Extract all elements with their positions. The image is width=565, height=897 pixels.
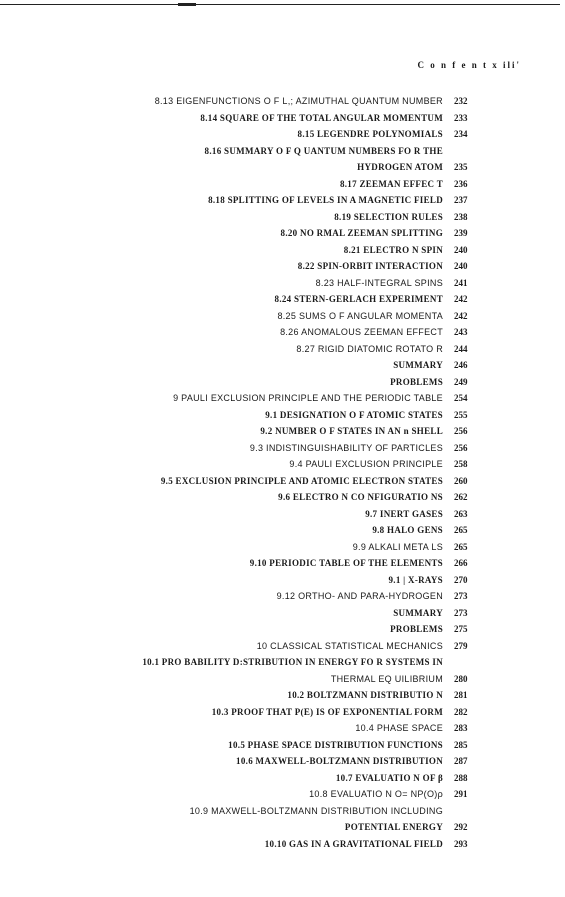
toc-row: [0, 837, 565, 854]
toc-row: [0, 292, 565, 309]
toc-row: [0, 243, 565, 260]
toc-row: [0, 144, 565, 161]
toc-row: [0, 276, 565, 293]
toc-entry-page: 265: [454, 525, 468, 535]
toc-row: [0, 540, 565, 557]
toc-entry-title: 8.15 LEGENDRE POLYNOMIALS: [297, 129, 443, 139]
toc-row: [0, 589, 565, 606]
top-rule: [0, 4, 560, 5]
toc-row: [0, 127, 565, 144]
toc-entry-page: 263: [454, 508, 468, 519]
running-head: C o n f e n t x ili': [417, 60, 521, 70]
toc-row: [0, 474, 565, 491]
toc-entry-page: 273: [454, 607, 468, 618]
toc-entry-title: 8.18 SPLITTING OF LEVELS IN A MAGNETIC FIELD: [208, 195, 443, 205]
toc-row: [0, 490, 565, 507]
toc-entry-title: POTENTIAL ENERGY: [344, 822, 443, 832]
toc-entry-title: 10.6 MAXWELL-BOLTZMANN DISTRIBUTION: [236, 756, 443, 766]
toc-row: [0, 804, 565, 821]
toc-entry-page: 280: [454, 673, 468, 684]
toc-row: [0, 771, 565, 788]
toc-entry-title: 10.2 BOLTZMANN DISTRIBUTIO N: [287, 690, 443, 700]
toc-entry-title: 8.19 SELECTION RULES: [334, 211, 443, 222]
toc-entry-page: 270: [454, 574, 468, 585]
toc-entry-title: 8.27 RIGID DIATOMIC ROTATO R: [296, 343, 443, 354]
toc-entry-page: 244: [454, 343, 468, 354]
toc-row: [0, 639, 565, 656]
toc-entry-title: THERMAL EQ UILIBRIUM: [330, 673, 443, 684]
toc-entry-title: 10 CLASSICAL STATISTICAL MECHANICS: [256, 640, 443, 651]
toc-entry-page: 233: [454, 112, 468, 123]
toc-entry-title: 8.13 EIGENFUNCTIONS O F L,; AZIMUTHAL QUANTUM NUMBER: [154, 96, 443, 106]
toc-entry-page: 235: [454, 162, 468, 172]
toc-entry-page: 273: [454, 591, 468, 601]
toc-entry-title: 10.10 GAS IN A GRAVITATIONAL FIELD: [264, 838, 443, 849]
toc-row: [0, 160, 565, 177]
toc-row: [0, 325, 565, 342]
toc-entry-title: 10.8 EVALUATIO N O= NP(O)ρ: [309, 789, 443, 799]
toc-entry-title: 10.5 PHASE SPACE DISTRIBUTION FUNCTIONS: [228, 739, 443, 750]
toc-row: [0, 424, 565, 441]
toc-entry-title: 9.9 ALKALI META LS: [352, 541, 443, 552]
toc-entry-title: 9.10 PERIODIC TABLE OF THE ELEMENTS: [249, 558, 443, 568]
toc-entry-title: 10.7 EVALUATIO N OF β: [335, 772, 443, 783]
toc-row: [0, 606, 565, 623]
toc-row: [0, 754, 565, 771]
toc-entry-title: 9.3 INDISTINGUISHABILITY OF PARTICLES: [249, 442, 443, 453]
toc-row: [0, 507, 565, 524]
toc-row: [0, 457, 565, 474]
toc-row: [0, 94, 565, 111]
toc-row: [0, 342, 565, 359]
toc-entry-page: 279: [454, 640, 468, 651]
toc-row: [0, 523, 565, 540]
toc-entry-title: 8.17 ZEEMAN EFFEC T: [339, 178, 443, 189]
toc-entry-page: 246: [454, 360, 468, 370]
toc-entry-page: 260: [454, 475, 468, 486]
toc-entry-title: PROBLEMS: [390, 624, 443, 634]
toc-entry-page: 292: [454, 822, 468, 832]
toc-entry-page: 287: [454, 756, 468, 766]
toc-entry-page: 291: [454, 789, 468, 799]
toc-entry-page: 256: [454, 442, 468, 453]
toc-entry-page: 281: [454, 690, 468, 700]
toc-entry-page: 283: [454, 723, 468, 733]
toc-entry-title: 8.24 STERN-GERLACH EXPERIMENT: [274, 294, 443, 304]
toc-entry-page: 238: [454, 211, 468, 222]
toc-entry-page: 237: [454, 195, 468, 205]
toc-entry-title: 8.21 ELECTRO N SPIN: [343, 244, 443, 255]
toc-row: [0, 705, 565, 722]
toc-entry-page: 239: [454, 228, 468, 238]
toc-row: [0, 441, 565, 458]
toc-row: [0, 408, 565, 425]
toc-entry-title: 9.2 NUMBER O F STATES IN AN n SHELL: [260, 426, 443, 436]
toc-entry-title: 10.3 PROOF THAT P(E) IS OF EXPONENTIAL FORM: [211, 706, 443, 717]
toc-row: [0, 721, 565, 738]
toc-entry-page: 242: [454, 294, 468, 304]
toc-row: [0, 622, 565, 639]
toc-entry-page: 240: [454, 261, 468, 271]
toc-row: [0, 309, 565, 326]
toc-entry-title: 8.22 SPIN-ORBIT INTERACTION: [297, 261, 443, 271]
toc-row: [0, 193, 565, 210]
toc-row: [0, 111, 565, 128]
toc-row: [0, 358, 565, 375]
toc-entry-title: 9.12 ORTHO- AND PARA-HYDROGEN: [276, 591, 443, 601]
toc-entry-page: 240: [454, 244, 468, 255]
toc-row: [0, 177, 565, 194]
toc-entry-title: 9.4 PAULI EXCLUSION PRINCIPLE: [289, 459, 443, 469]
toc-entry-page: 256: [454, 426, 468, 436]
toc-entry-title: 8.26 ANOMALOUS ZEEMAN EFFECT: [280, 327, 443, 337]
toc-row: [0, 226, 565, 243]
toc-entry-title: 9.1 DESIGNATION O F ATOMIC STATES: [265, 409, 443, 420]
toc-row: [0, 375, 565, 392]
toc-row: [0, 655, 565, 672]
toc-row: [0, 259, 565, 276]
top-mark: [178, 3, 196, 6]
toc-entry-title: SUMMARY: [393, 607, 443, 618]
toc-row: [0, 738, 565, 755]
toc-entry-title: PROBLEMS: [390, 376, 443, 387]
toc-entry-page: 262: [454, 492, 468, 502]
toc-row: [0, 688, 565, 705]
toc-entry-title: 10.9 MAXWELL-BOLTZMANN DISTRIBUTION INCLUDING: [189, 805, 443, 816]
toc-row: [0, 210, 565, 227]
toc-row: [0, 391, 565, 408]
toc-entry-page: 265: [454, 541, 468, 552]
toc-row: [0, 556, 565, 573]
toc-entry-page: 255: [454, 409, 468, 420]
toc-entry-title: 10.4 PHASE SPACE: [355, 723, 443, 733]
toc-entry-page: 232: [454, 96, 468, 106]
toc-entry-page: 243: [454, 327, 468, 337]
toc-entry-page: 249: [454, 376, 468, 387]
toc-entry-page: 288: [454, 772, 468, 783]
toc-entry-title: 8.16 SUMMARY O F Q UANTUM NUMBERS FO R THE: [204, 145, 443, 156]
toc-entry-title: 9.1 | X-RAYS: [388, 574, 443, 585]
toc-entry-page: 282: [454, 706, 468, 717]
toc-entry-title: 9.7 INERT GASES: [365, 508, 443, 519]
toc-entry-title: 8.20 NO RMAL ZEEMAN SPLITTING: [280, 228, 443, 238]
toc-entry-title: 8.25 SUMS O F ANGULAR MOMENTA: [277, 310, 443, 321]
toc-entry-title: HYDROGEN ATOM: [357, 162, 443, 172]
toc-row: [0, 573, 565, 590]
toc-entry-title: 9 PAULI EXCLUSION PRINCIPLE AND THE PERIODIC TABLE: [173, 393, 443, 403]
toc-row: [0, 820, 565, 837]
toc-entry-title: 9.8 HALO GENS: [372, 525, 443, 535]
toc-entry-page: 242: [454, 310, 468, 321]
toc-entry-title: 8.14 SQUARE OF THE TOTAL ANGULAR MOMENTUM: [200, 112, 443, 123]
toc-entry-page: 234: [454, 129, 468, 139]
toc-entry-page: 236: [454, 178, 468, 189]
toc-entry-page: 266: [454, 558, 468, 568]
toc-entry-page: 275: [454, 624, 468, 634]
toc-entry-title: 8.23 HALF-INTEGRAL SPINS: [315, 277, 443, 288]
toc-entry-page: 241: [454, 277, 468, 288]
toc-row: [0, 787, 565, 804]
table-of-contents: [0, 94, 565, 853]
toc-entry-page: 254: [454, 393, 468, 403]
toc-entry-title: 10.1 PRO BABILITY D:STRIBUTION IN ENERGY FO R SYSTEMS IN: [142, 657, 443, 667]
toc-entry-title: 9.5 EXCLUSION PRINCIPLE AND ATOMIC ELECTRON STATES: [160, 475, 443, 486]
toc-entry-page: 258: [454, 459, 468, 469]
toc-entry-page: 293: [454, 838, 468, 849]
toc-row: [0, 672, 565, 689]
toc-entry-page: 285: [454, 739, 468, 750]
toc-entry-title: SUMMARY: [393, 360, 443, 370]
toc-entry-title: 9.6 ELECTRO N CO NFIGURATIO NS: [278, 492, 443, 502]
